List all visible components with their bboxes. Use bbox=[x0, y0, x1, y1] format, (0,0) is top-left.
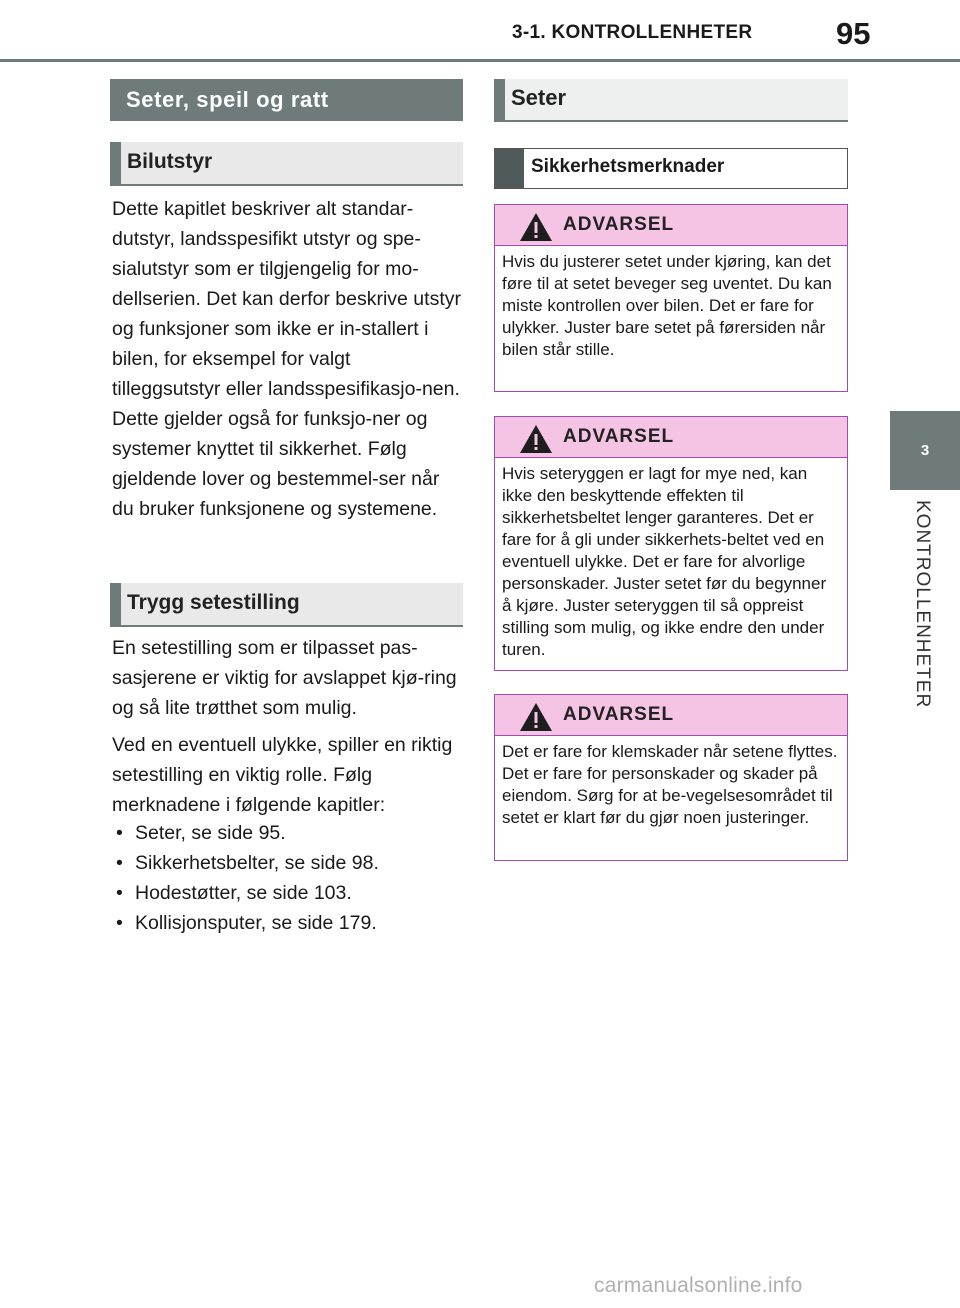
heading-bar bbox=[495, 149, 524, 188]
list-item: • Seter, se side 95. bbox=[112, 818, 462, 848]
warning-box-3 bbox=[494, 694, 848, 861]
warning-triangle-icon bbox=[519, 212, 553, 242]
list-item: • Sikkerhetsbelter, se side 98. bbox=[112, 848, 462, 878]
subheading-trygg-setestilling: Trygg setestilling bbox=[110, 583, 463, 627]
list-item: • Hodestøtter, se side 103. bbox=[112, 878, 462, 908]
reference-list bbox=[112, 818, 462, 938]
site-watermark: carmanualsonline.info bbox=[594, 1274, 803, 1297]
warning-title: ADVARSEL bbox=[563, 426, 675, 447]
paragraph-seat-position: En setestilling som er tilpasset pas-sasjerene er viktig for avslappet kjø-ring og så lite trøtthet som mulig. bbox=[112, 637, 457, 719]
subheading-bilutstyr: Bilutstyr bbox=[110, 142, 463, 186]
paragraph-accident: Ved en eventuell ulykke, spiller en riktig setestilling en viktig rolle. Følg merknadene i følgende kapitler: bbox=[112, 734, 453, 816]
list-item: • Kollisjonsputer, se side 179. bbox=[112, 908, 462, 938]
warning-box-2 bbox=[494, 416, 848, 671]
warning-header bbox=[495, 417, 847, 458]
chapter-tab-number[interactable]: 3 bbox=[890, 411, 960, 490]
warning-triangle-icon bbox=[519, 702, 553, 732]
warning-box-1 bbox=[494, 204, 848, 392]
paragraph-equipment: Dette kapitlet beskriver alt standar-dutstyr, landsspesifikt utstyr og spe-sialutstyr som er tilgjengelig for mo-dellserien. Det kan derfor beskrive utstyr og funksjoner som ikke er in-stallert i bilen, for eksempel for valgt tilleggsutstyr eller landsspesifikasjo-nen. Dette gjelder også for funksjo-ner og systemer knyttet til sikkerhet. Følg gjeldende lover og bestemmel-ser når du bruker funksjonene og systemene. bbox=[112, 198, 461, 520]
warning-text: Hvis seteryggen er lagt for mye ned, kan ikke den beskyttende effekten til sikkerhetsbeltet lenger garanteres. Det er fare for å gli under sikkerhets-beltet ved en eventuell ulykke. Det er fare for alvorlige personskader. Juster setet før du begynner å kjøre. Juster seteryggen til så oppreist stilling som mulig, og ikke endre den under turen. bbox=[502, 464, 827, 659]
heading-seter: Seter bbox=[494, 79, 848, 122]
warning-header bbox=[495, 695, 847, 736]
warning-text: Det er fare for klemskader når setene flyttes. Det er fare for personskader og skader på eiendom. Sørg for at be-vegelsesområdet til setet er klart før du gjør noen justeringer. bbox=[502, 742, 838, 827]
section-title: 3-1. KONTROLLENHETER bbox=[512, 22, 753, 43]
header-divider bbox=[0, 59, 960, 62]
warning-text: Hvis du justerer setet under kjøring, kan det føre til at setet beveger seg uventet. Du kan miste kontrollen over bilen. Det er fare for ulykker. Juster bare setet på førersiden når bilen står stille. bbox=[502, 252, 832, 359]
warning-title: ADVARSEL bbox=[563, 214, 675, 235]
main-heading: Seter, speil og ratt bbox=[110, 79, 463, 121]
warning-triangle-icon bbox=[519, 424, 553, 454]
page-number: 95 bbox=[836, 16, 871, 51]
subheading-sikkerhetsmerknader bbox=[494, 148, 848, 189]
warning-header bbox=[495, 205, 847, 246]
subheading-label: Sikkerhetsmerknader bbox=[531, 156, 725, 177]
warning-title: ADVARSEL bbox=[563, 704, 675, 725]
chapter-tab-label: KONTROLLENHETER bbox=[912, 500, 933, 709]
